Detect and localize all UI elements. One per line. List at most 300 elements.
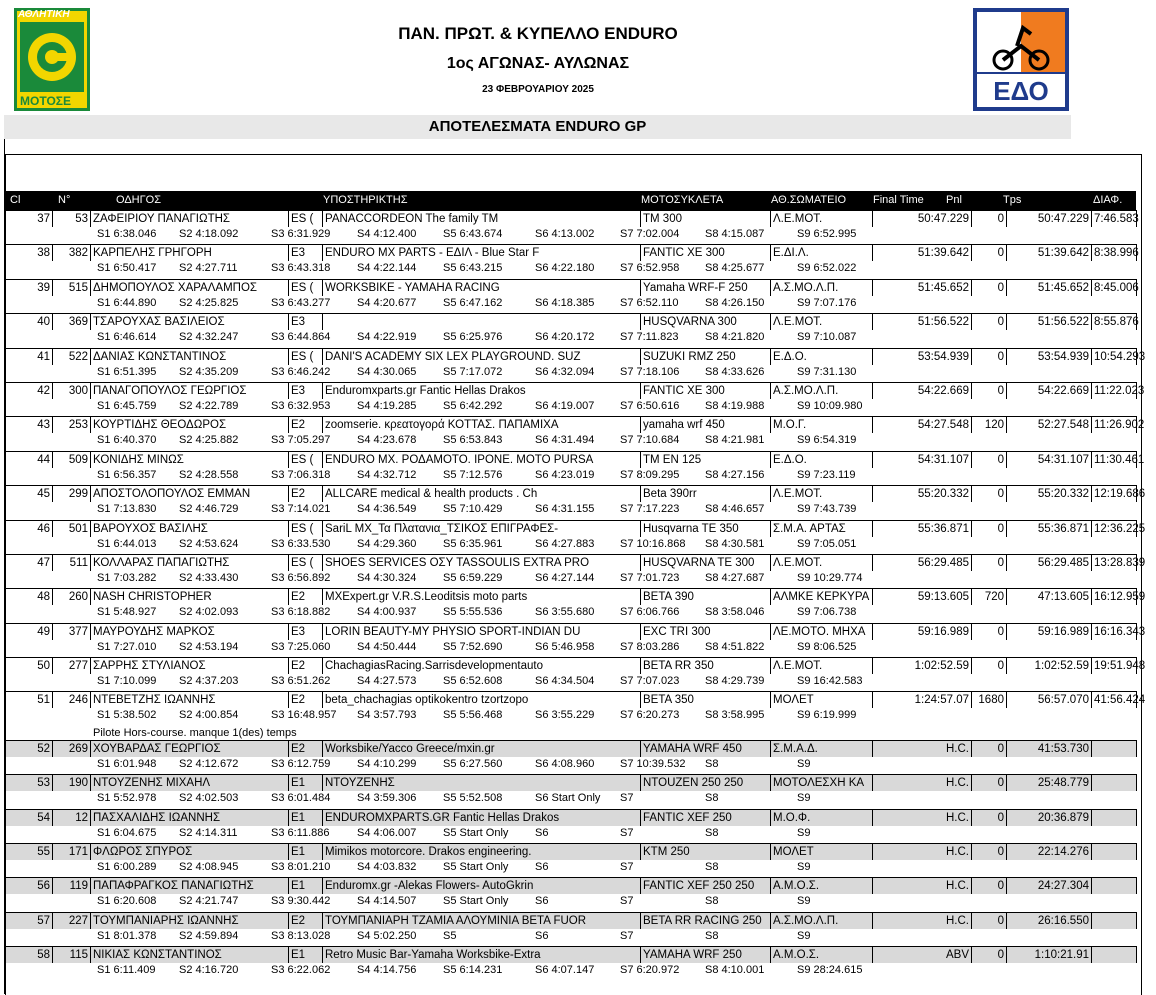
cell-diff: 16:12.959: [1091, 588, 1137, 605]
cell-pnl: 0: [971, 774, 1006, 791]
cell-sponsor: ΝΤΟΥΖΕΝΗΣ: [322, 774, 640, 791]
cell-diff: [1091, 877, 1137, 894]
split-time: S7 7:18.106: [620, 365, 680, 378]
split-time: S1 6:56.357: [97, 468, 157, 481]
col-pnl: Pnl: [946, 194, 962, 206]
cell-cl: 46: [5, 520, 52, 537]
cell-tps: 53:54.939: [1006, 348, 1091, 365]
split-time: S4 4:00.937: [357, 606, 417, 619]
cell-rider: ΑΠΟΣΤΟΛΟΠΟΥΛΟΣ ΕΜΜΑΝ: [90, 485, 288, 502]
split-time: S9 10:29.774: [797, 571, 863, 584]
cell-tps: 25:48.779: [1006, 774, 1091, 791]
split-time: S8 4:15.087: [705, 228, 765, 240]
split-time: S6 4:34.504: [535, 675, 595, 688]
split-time: S3 6:51.262: [271, 675, 331, 688]
cell-rider: ΚΟΥΡΤΙΔΗΣ ΘΕΟΔΩΡΟΣ: [90, 416, 288, 433]
cell-sponsor: [322, 313, 640, 330]
split-time: S2 4:25.882: [179, 434, 239, 447]
split-time: S3 16:48.957: [271, 709, 337, 722]
split-time: S5 7:17.072: [443, 365, 503, 378]
split-time: S7: [620, 826, 634, 839]
cell-pnl: 0: [971, 554, 1006, 571]
split-time: S5 6:43.674: [443, 228, 503, 240]
split-time: S5 6:27.560: [443, 757, 503, 770]
cell-final: 55:20.332: [872, 485, 971, 502]
split-time: S6 3:55.680: [535, 606, 595, 619]
logo-text-bottom: ΜΟΤΟΣΕ: [20, 94, 71, 108]
split-time: S2 4:00.854: [179, 709, 239, 722]
table-row: [5, 348, 1146, 382]
cell-sponsor: ENDURO MX PARTS - ΕΔΙΛ - Blue Star F: [322, 244, 640, 261]
split-time: S4 4:50.444: [357, 640, 417, 653]
cell-tps: 55:20.332: [1006, 485, 1091, 502]
row-splits-line: [5, 791, 1136, 808]
split-time: S7 6:06.766: [620, 606, 680, 619]
cell-pnl: 0: [971, 313, 1006, 330]
row-main-line: [5, 382, 1145, 399]
split-time: S9 10:09.980: [797, 399, 863, 412]
split-time: S6 4:08.960: [535, 757, 595, 770]
cell-cl: 37: [5, 210, 52, 227]
cell-cls: E1: [288, 877, 322, 894]
cell-tps: 55:36.871: [1006, 520, 1091, 537]
row-splits-line: [5, 826, 1136, 843]
cell-pnl: 720: [971, 588, 1006, 605]
split-time: S9: [797, 792, 811, 805]
split-time: S7 8:03.286: [620, 640, 680, 653]
cell-tps: 51:56.522: [1006, 313, 1091, 330]
cell-bike: BETA 390: [640, 588, 770, 605]
split-time: S3 6:01.484: [271, 792, 331, 805]
split-time: S4 4:12.400: [357, 228, 417, 240]
cell-diff: [1091, 740, 1137, 757]
table-row: [5, 809, 1136, 843]
split-time: S7 6:50.616: [620, 399, 680, 412]
split-time: S4 3:59.306: [357, 792, 417, 805]
row-main-line: [5, 451, 1145, 468]
cell-no: 369: [52, 313, 90, 330]
cell-cl: 45: [5, 485, 52, 502]
cell-no: 277: [52, 657, 90, 674]
table-row: [5, 210, 1139, 244]
cell-cls: E1: [288, 946, 322, 963]
split-time: S1 5:38.502: [97, 709, 157, 722]
cell-club: ΜΟΛΕΤ: [770, 843, 872, 860]
cell-cl: 40: [5, 313, 52, 330]
cell-bike: BETA RR 350: [640, 657, 770, 674]
cell-rider: ΔΗΜΟΠΟΥΛΟΣ ΧΑΡΑΛΑΜΠΟΣ: [90, 279, 288, 296]
split-time: S9: [797, 861, 811, 874]
split-time: S1 7:27.010: [97, 640, 157, 653]
cell-cls: E3: [288, 623, 322, 640]
cell-diff: 11:22.023: [1091, 382, 1137, 399]
split-time: S2 4:08.945: [179, 861, 239, 874]
split-time: S5: [443, 929, 457, 942]
split-time: S2 4:37.203: [179, 675, 239, 688]
cell-no: 260: [52, 588, 90, 605]
split-time: S5 6:59.229: [443, 571, 503, 584]
split-time: S8: [705, 757, 719, 770]
cell-rider: ΖΑΦΕΙΡΙΟΥ ΠΑΝΑΓΙΩΤΗΣ: [90, 210, 288, 227]
cell-bike: SUZUKI RMZ 250: [640, 348, 770, 365]
split-time: S3 6:22.062: [271, 964, 331, 977]
split-time: S5 Start Only: [443, 861, 509, 874]
split-time: S4 3:57.793: [357, 709, 417, 722]
split-time: S8 3:58.995: [705, 709, 765, 722]
split-time: S5 Start Only: [443, 826, 509, 839]
split-time: S1 7:10.099: [97, 675, 157, 688]
cell-sponsor: Enduromx.gr -Alekas Flowers- AutoGkrin: [322, 877, 640, 894]
cell-final: 1:02:52.59: [872, 657, 971, 674]
split-time: S5 5:55.536: [443, 606, 503, 619]
cell-bike: TM 300: [640, 210, 770, 227]
cell-tps: 56:29.485: [1006, 554, 1091, 571]
row-splits-line: [5, 894, 1136, 911]
cell-pnl: 0: [971, 382, 1006, 399]
table-row: [5, 657, 1146, 691]
cell-bike: FANTIC XE 300: [640, 244, 770, 261]
cell-pnl: 0: [971, 740, 1006, 757]
split-time: S9: [797, 895, 811, 908]
row-main-line: [5, 809, 1136, 826]
cell-rider: ΚΑΡΠΕΛΗΣ ΓΡΗΓΟΡΗ: [90, 244, 288, 261]
row-main-line: [5, 843, 1136, 860]
cell-bike: KTM 250: [640, 843, 770, 860]
cell-bike: Husqvarna TE 350: [640, 520, 770, 537]
cell-diff: 8:55.876: [1091, 313, 1137, 330]
table-row: [5, 416, 1145, 450]
split-time: S2 4:22.789: [179, 399, 239, 412]
event-date: 23 ΦΕΒΡΟΥΑΡΙΟΥ 2025: [482, 84, 594, 95]
split-time: S4 4:29.360: [357, 537, 417, 550]
logo-text-top: ΑΘΛΗΤΙΚΗ: [18, 9, 70, 20]
cell-cl: 41: [5, 348, 52, 365]
cell-club: Α.Μ.Ο.Σ.: [770, 877, 872, 894]
split-time: S1 6:45.759: [97, 399, 157, 412]
cell-tps: 20:36.879: [1006, 809, 1091, 826]
col-sponsor: ΥΠΟΣΤΗΡΙΚΤΗΣ: [323, 194, 408, 206]
cell-pnl: 0: [971, 279, 1006, 296]
split-time: S6 Start Only: [535, 792, 601, 805]
cell-cl: 55: [5, 843, 52, 860]
cell-pnl: 0: [971, 946, 1006, 963]
cell-club: ΜΟΛΕΤ: [770, 691, 872, 708]
split-time: S5 7:12.576: [443, 468, 503, 481]
split-time: S8: [705, 929, 719, 942]
split-time: S3 8:13.028: [271, 929, 331, 942]
split-time: S3 6:43.318: [271, 262, 331, 275]
split-time: S6 4:32.094: [535, 365, 595, 378]
cell-pnl: 0: [971, 912, 1006, 929]
cell-bike: EXC TRI 300: [640, 623, 770, 640]
split-time: S2 4:53.194: [179, 640, 239, 653]
cell-bike: BETA RR RACING 250: [640, 912, 770, 929]
split-time: S6 4:18.385: [535, 296, 595, 309]
split-time: S5 6:35.961: [443, 537, 503, 550]
split-time: S3 6:46.242: [271, 365, 331, 378]
row-splits-line: [5, 296, 1136, 313]
cell-pnl: 0: [971, 877, 1006, 894]
row-splits-line: [5, 399, 1136, 416]
split-time: S8 4:21.981: [705, 434, 765, 447]
split-time: S8 4:46.657: [705, 503, 765, 516]
split-time: S1 6:44.890: [97, 296, 157, 309]
cell-no: 190: [52, 774, 90, 791]
cell-sponsor: Retro Music Bar-Yamaha Worksbike-Extra: [322, 946, 640, 963]
cell-tps: 54:22.669: [1006, 382, 1091, 399]
cell-sponsor: zoomserie. κρεατογορά ΚΟΤΤΑΣ. ΠΑΠΑΜΙΧΑ: [322, 416, 640, 433]
table-row: [5, 485, 1146, 519]
cell-diff: 13:28.839: [1091, 554, 1137, 571]
table-row: [5, 691, 1146, 725]
split-time: S5 6:52.608: [443, 675, 503, 688]
split-time: S1 6:46.614: [97, 331, 157, 344]
split-time: S3 6:44.864: [271, 331, 331, 344]
split-time: S1 6:00.289: [97, 861, 157, 874]
cell-cls: ES (: [288, 451, 322, 468]
cell-pnl: 0: [971, 210, 1006, 227]
split-time: S4 4:03.832: [357, 861, 417, 874]
cell-club: Μ.Ο.Φ.: [770, 809, 872, 826]
cell-diff: [1091, 912, 1137, 929]
row-splits-line: [5, 963, 1136, 980]
cell-bike: Beta 390rr: [640, 485, 770, 502]
cell-diff: 8:45.006: [1091, 279, 1137, 296]
cell-rider: ΚΟΝΙΔΗΣ ΜΙΝΩΣ: [90, 451, 288, 468]
split-time: S4 4:32.712: [357, 468, 417, 481]
split-time: S8: [705, 792, 719, 805]
cell-cls: E3: [288, 382, 322, 399]
split-time: S8 4:10.001: [705, 964, 765, 977]
cell-club: Μ.Ο.Γ.: [770, 416, 872, 433]
cell-final: 53:54.939: [872, 348, 971, 365]
split-time: S9 7:31.130: [797, 365, 857, 378]
row-main-line: [5, 244, 1139, 261]
cell-pnl: 0: [971, 623, 1006, 640]
split-time: S9 7:07.176: [797, 296, 857, 309]
cell-cls: E2: [288, 912, 322, 929]
cell-cls: E1: [288, 809, 322, 826]
cell-no: 515: [52, 279, 90, 296]
split-time: S8 3:58.046: [705, 606, 765, 619]
row-note: Pilote Hors-course. manque 1(des) temps: [93, 726, 297, 739]
row-main-line: [5, 210, 1139, 227]
split-time: S1 6:04.675: [97, 826, 157, 839]
split-time: S3 7:25.060: [271, 640, 331, 653]
cell-club: Λ.Ε.ΜΟΤ.: [770, 210, 872, 227]
split-time: S4 4:14.507: [357, 895, 417, 908]
split-time: S3 6:56.892: [271, 571, 331, 584]
row-splits-line: [5, 537, 1136, 554]
edo-logo-text: ΕΔΟ: [993, 76, 1049, 106]
split-time: S9 7:10.087: [797, 331, 857, 344]
split-time: S7 6:20.273: [620, 709, 680, 722]
split-time: S8 4:29.739: [705, 675, 765, 688]
split-time: S1 6:40.370: [97, 434, 157, 447]
split-time: S7 7:11.823: [620, 331, 679, 344]
split-time: S2 4:14.311: [179, 826, 238, 839]
split-time: S2 4:27.711: [179, 262, 238, 275]
split-time: S9 7:43.739: [797, 503, 857, 516]
cell-rider: ΠΑΝΑΓΟΠΟΥΛΟΣ ΓΕΩΡΓΙΟΣ: [90, 382, 288, 399]
cell-pnl: 0: [971, 809, 1006, 826]
cell-bike: HUSQVARNA TE 300: [640, 554, 770, 571]
cell-bike: Yamaha WRF-F 250: [640, 279, 770, 296]
cell-diff: 8:38.996: [1091, 244, 1137, 261]
cell-cl: 42: [5, 382, 52, 399]
split-time: S7 6:52.110: [620, 296, 679, 309]
table-row: [5, 554, 1146, 588]
cell-club: ΜΟΤΟΛΕΣΧΗ ΚΑ: [770, 774, 872, 791]
split-time: S6: [535, 861, 549, 874]
cell-club: Ε.Δ.Ο.: [770, 348, 872, 365]
split-time: S3 6:32.953: [271, 399, 331, 412]
split-time: S2 4:59.894: [179, 929, 239, 942]
cell-sponsor: beta_chachagias optikokentro tzortzopo: [322, 691, 640, 708]
cell-cl: 44: [5, 451, 52, 468]
cell-rider: ΝΙΚΙΑΣ ΚΩΝΣΤΑΝΤΙΝΟΣ: [90, 946, 288, 963]
split-time: S8: [705, 861, 719, 874]
split-time: S6 4:31.155: [535, 503, 595, 516]
cell-pnl: 0: [971, 451, 1006, 468]
split-time: S9 6:52.022: [797, 262, 857, 275]
row-splits-line: [5, 502, 1136, 519]
split-time: S9 16:42.583: [797, 675, 863, 688]
cell-cls: E2: [288, 691, 322, 708]
cell-tps: 47:13.605: [1006, 588, 1091, 605]
split-time: S7: [620, 895, 634, 908]
table-row: [5, 279, 1139, 313]
split-time: S8 4:30.581: [705, 537, 765, 550]
cell-sponsor: MXExpert.gr V.R.S.Leoditsis moto parts: [322, 588, 640, 605]
cell-club: Ε.ΔΙ.Λ.: [770, 244, 872, 261]
split-time: S1 6:44.013: [97, 537, 157, 550]
cell-bike: HUSQVARNA 300: [640, 313, 770, 330]
cell-final: 50:47.229: [872, 210, 971, 227]
split-time: S1 6:20.608: [97, 895, 157, 908]
split-time: S5 6:53.843: [443, 434, 503, 447]
cell-diff: 12:19.686: [1091, 485, 1137, 502]
split-time: S1 6:51.395: [97, 365, 157, 378]
split-time: S7 7:02.004: [620, 228, 680, 240]
cell-no: 382: [52, 244, 90, 261]
row-main-line: [5, 348, 1146, 365]
results-title: ΑΠΟΤΕΛΕΣΜΑΤΑ ENDURO GP: [4, 115, 1071, 139]
cell-sponsor: Mimikos motorcore. Drakos engineering.: [322, 843, 640, 860]
split-time: S8 4:26.150: [705, 296, 765, 309]
cell-sponsor: Worksbike/Yacco Greece/mxin.gr: [322, 740, 640, 757]
split-time: S1 6:38.046: [97, 228, 157, 240]
split-time: S4 4:20.677: [357, 296, 417, 309]
row-main-line: [5, 588, 1146, 605]
split-time: S7 7:07.023: [620, 675, 680, 688]
cell-cl: 48: [5, 588, 52, 605]
cell-bike: FANTIC XEF 250 250: [640, 877, 770, 894]
cell-no: 299: [52, 485, 90, 502]
cell-sponsor: ΤΟΥΜΠΑΝΙΑΡΗ ΤΖΑΜΙΑ ΑΛΟΥΜΙΝΙΑ BETA FUOR: [322, 912, 640, 929]
cell-rider: ΤΟΥΜΠΑΝΙΑΡΗΣ ΙΩΑΝΝΗΣ: [90, 912, 288, 929]
cell-diff: 19:51.948: [1091, 657, 1137, 674]
row-splits-line: [5, 708, 1136, 725]
col-tps: Tps: [1003, 194, 1022, 206]
split-time: S6 4:13.002: [535, 228, 595, 240]
cell-cls: E2: [288, 657, 322, 674]
cell-cl: 47: [5, 554, 52, 571]
row-main-line: [5, 877, 1136, 894]
split-time: S3 9:30.442: [271, 895, 331, 908]
split-time: S7 10:16.868: [620, 537, 686, 550]
cell-no: 246: [52, 691, 90, 708]
row-splits-line: [5, 227, 1136, 244]
cell-club: Α.Σ.ΜΟ.Λ.Π.: [770, 279, 872, 296]
split-time: S7 8:09.295: [620, 468, 680, 481]
split-time: S2 4:33.430: [179, 571, 239, 584]
row-splits-line: [5, 433, 1136, 450]
col-bike: ΜΟΤΟΣΥΚΛΕΤΑ: [641, 194, 724, 206]
split-time: S6 4:27.144: [535, 571, 595, 584]
cell-tps: 26:16.550: [1006, 912, 1091, 929]
row-main-line: [5, 774, 1136, 791]
split-time: S2 4:28.558: [179, 468, 239, 481]
cell-tps: 50:47.229: [1006, 210, 1091, 227]
col-rider: ΟΔΗΓΟΣ: [116, 194, 162, 206]
split-time: S2 4:16.720: [179, 964, 239, 977]
cell-final: 51:39.642: [872, 244, 971, 261]
split-time: S6 3:55.229: [535, 709, 595, 722]
cell-club: Α.Σ.ΜΟ.Λ.Π.: [770, 912, 872, 929]
cell-cl: 43: [5, 416, 52, 433]
cell-tps: 41:53.730: [1006, 740, 1091, 757]
cell-cls: ES (: [288, 554, 322, 571]
split-time: S1 6:50.417: [97, 262, 157, 275]
cell-diff: [1091, 843, 1137, 860]
table-row: [5, 313, 1139, 347]
row-splits-line: [5, 468, 1136, 485]
split-time: S8 4:33.626: [705, 365, 765, 378]
row-splits-line: [5, 674, 1136, 691]
split-time: S3 6:12.759: [271, 757, 331, 770]
table-row: [5, 520, 1146, 554]
split-time: S4 4:22.144: [357, 262, 417, 275]
split-time: S8 4:21.820: [705, 331, 765, 344]
row-splits-line: [5, 605, 1136, 622]
cell-club: Λ.Ε.ΜΟΤ.: [770, 313, 872, 330]
split-time: S4 4:10.299: [357, 757, 417, 770]
row-main-line: [5, 485, 1146, 502]
cell-final: 51:45.652: [872, 279, 971, 296]
split-time: S2 4:46.729: [179, 503, 239, 516]
split-time: S7: [620, 929, 634, 942]
split-time: S2 4:02.503: [179, 792, 239, 805]
cell-cls: E2: [288, 485, 322, 502]
cell-diff: 16:16.343: [1091, 623, 1137, 640]
cell-sponsor: ChachagiasRacing.Sarrisdevelopmentauto: [322, 657, 640, 674]
cell-final: H.C.: [872, 843, 971, 860]
split-time: S5 6:14.231: [443, 964, 503, 977]
cell-sponsor: SariL MX_Τα Πλατανια_ΤΣΙΚΟΣ ΕΠΙΓΡΑΦΕΣ-: [322, 520, 640, 537]
cell-no: 12: [52, 809, 90, 826]
split-time: S9 28:24.615: [797, 964, 863, 977]
cell-club: ΑΛΜΚΕ ΚΕΡΚΥΡΑ: [770, 588, 872, 605]
split-time: S8: [705, 895, 719, 908]
table-row: [5, 588, 1146, 622]
table-row: [5, 382, 1145, 416]
split-time: S3 7:14.021: [271, 503, 331, 516]
row-splits-line: [5, 860, 1136, 877]
split-time: S1 6:01.948: [97, 757, 157, 770]
cell-final: 55:36.871: [872, 520, 971, 537]
cell-cl: 49: [5, 623, 52, 640]
